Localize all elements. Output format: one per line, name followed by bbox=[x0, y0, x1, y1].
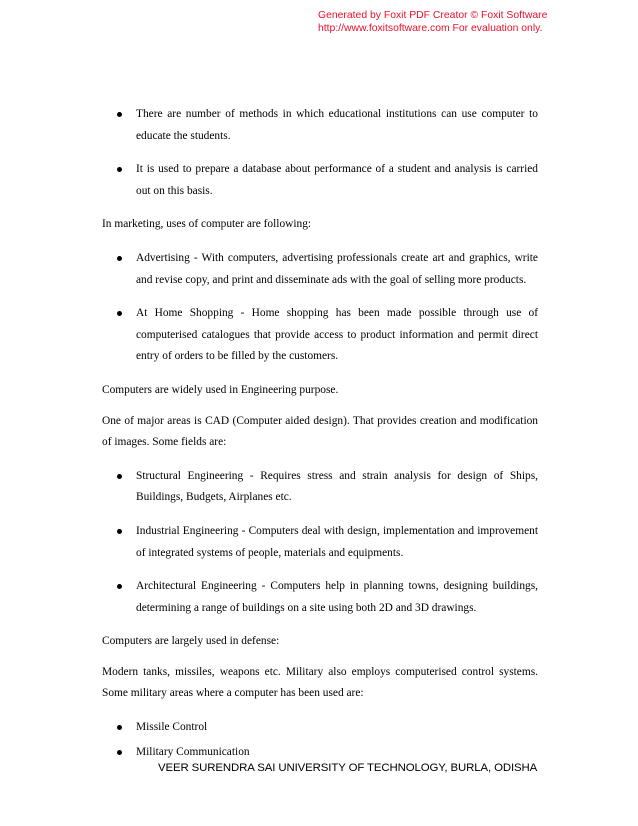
list-item bbox=[102, 248, 538, 291]
engineering-bullet-list bbox=[102, 466, 538, 620]
marketing-intro: In marketing, uses of computer are following: bbox=[102, 218, 312, 231]
list-item-text: Structural Engineering - Requires stress and strain analysis for design of Ships, Buildings, Budgets, Airplanes etc. bbox=[136, 469, 538, 504]
bullet-icon bbox=[117, 474, 122, 479]
bullet-icon bbox=[117, 311, 122, 316]
bullet-icon bbox=[117, 529, 122, 534]
list-item bbox=[102, 742, 538, 764]
list-item bbox=[102, 159, 538, 202]
list-item-text: It is used to prepare a database about performance of a student and analysis is carried out on this basis. bbox=[136, 163, 538, 197]
page-body bbox=[102, 104, 538, 775]
list-item-text: Missile Control bbox=[136, 721, 208, 734]
list-item bbox=[102, 576, 538, 619]
list-item bbox=[102, 521, 538, 564]
list-item bbox=[102, 466, 538, 509]
defense-intro: Computers are largely used in defense: bbox=[102, 635, 280, 648]
list-item-text: There are number of methods in which educational institutions can use computer to educate the students. bbox=[136, 108, 538, 142]
list-item-text: Military Communication bbox=[136, 745, 250, 758]
education-bullet-list bbox=[102, 104, 538, 202]
list-item-text: Architectural Engineering - Computers help in planning towns, designing buildings, determining a range of buildings on a site using both 2D and 3D drawings. bbox=[136, 580, 538, 614]
engineering-intro: Computers are widely used in Engineering purpose. bbox=[102, 383, 339, 396]
bullet-icon bbox=[117, 256, 122, 261]
page-footer: VEER SURENDRA SAI UNIVERSITY OF TECHNOLOGY, BURLA, ODISHA bbox=[158, 762, 538, 774]
list-item bbox=[102, 104, 538, 147]
bullet-icon bbox=[117, 750, 122, 755]
list-item-text: At Home Shopping - Home shopping has been made possible through use of computerised catalogues that provide access to product information and permit direct entry of orders to be filled by the customers. bbox=[136, 307, 538, 363]
military-bullet-list bbox=[102, 717, 538, 763]
bullet-icon bbox=[117, 112, 122, 117]
list-item-text: Industrial Engineering - Computers deal with design, implementation and improvement of integrated systems of people, materials and equipments. bbox=[136, 524, 538, 559]
list-item-text: Advertising - With computers, advertising professionals create art and graphics, write and revise copy, and print and disseminate ads with the goal of selling more products. bbox=[136, 251, 538, 286]
list-item bbox=[102, 303, 538, 368]
bullet-icon bbox=[117, 167, 122, 172]
list-item bbox=[102, 717, 538, 739]
marketing-bullet-list bbox=[102, 248, 538, 368]
military-paragraph: Modern tanks, missiles, weapons etc. Military also employs computerised control systems. Some military areas where a computer has been used are: bbox=[102, 665, 538, 700]
watermark-line-1: Generated by Foxit PDF Creator © Foxit Software bbox=[318, 10, 548, 21]
bullet-icon bbox=[117, 584, 122, 589]
bullet-icon bbox=[117, 725, 122, 730]
watermark-line-2: http://www.foxitsoftware.com For evaluation only. bbox=[318, 22, 543, 34]
pdf-watermark bbox=[318, 10, 634, 35]
cad-paragraph: One of major areas is CAD (Computer aided design). That provides creation and modification of images. Some fields are: bbox=[102, 414, 538, 449]
